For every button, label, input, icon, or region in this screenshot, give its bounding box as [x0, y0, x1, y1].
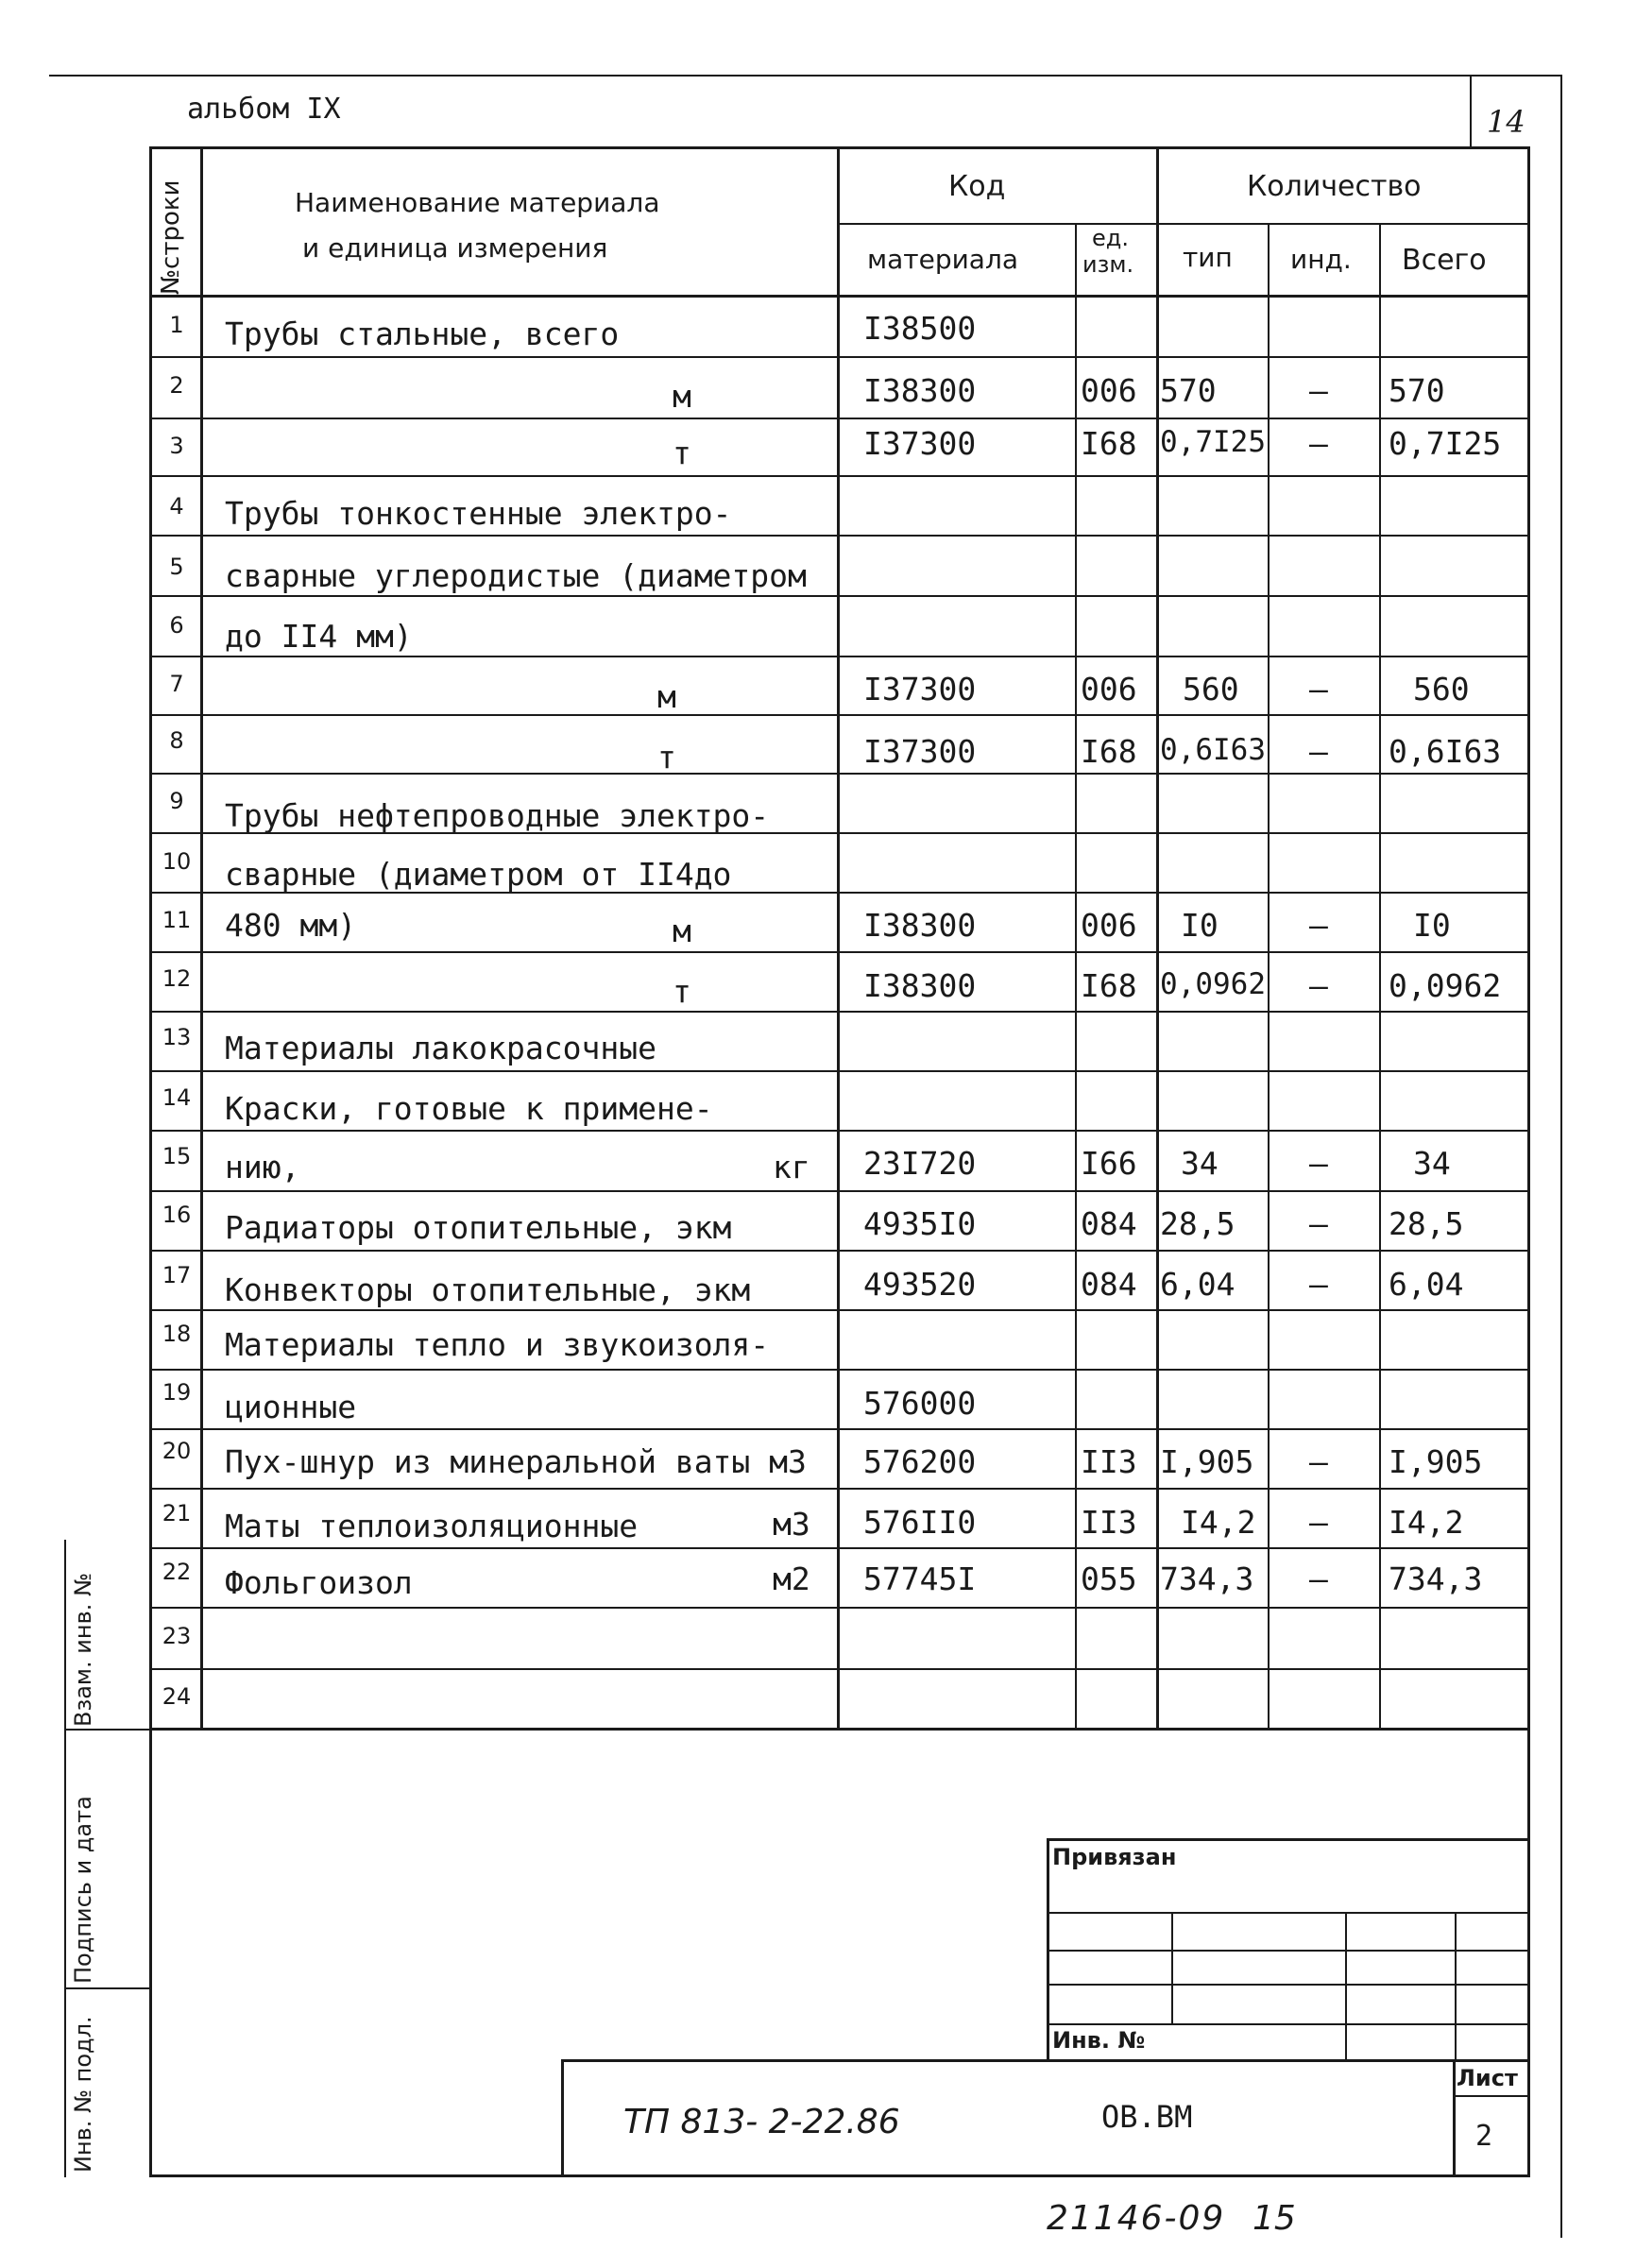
individual-quantity: –	[1309, 372, 1328, 409]
col-line-type	[1156, 146, 1159, 1731]
top-border-line	[49, 75, 1560, 77]
material-code: 4935I0	[863, 1205, 977, 1242]
total-quantity: 34	[1413, 1145, 1451, 1182]
material-name: нию,	[225, 1149, 300, 1185]
unit-label: м	[657, 678, 676, 715]
stamp-grid-line	[1047, 1950, 1530, 1952]
row-number: 9	[169, 788, 184, 814]
row-number: 7	[169, 671, 184, 697]
total-quantity: 0,6I63	[1389, 733, 1502, 770]
row-number: 16	[162, 1202, 192, 1228]
original-inventory-label: Инв. № подл.	[70, 2016, 96, 2173]
unit-code: 006	[1081, 907, 1137, 944]
row-line	[149, 1488, 1530, 1490]
unit-label: м	[673, 378, 691, 415]
stamp-grid-line	[1047, 1912, 1530, 1914]
col-line-code	[837, 146, 840, 1731]
total-quantity: I,905	[1389, 1443, 1483, 1480]
unit-label: м2	[773, 1560, 810, 1597]
replaced-inventory-label: Взам. инв. №	[70, 1573, 96, 1727]
row-line	[149, 951, 1530, 953]
type-quantity: I,905	[1160, 1443, 1254, 1480]
row-line	[149, 1369, 1530, 1371]
type-quantity: 28,5	[1160, 1205, 1236, 1242]
material-name: Радиаторы отопительные, экм	[225, 1209, 732, 1246]
row-line	[149, 1070, 1530, 1072]
type-header: тип	[1183, 242, 1233, 273]
material-name: Маты теплоизоляционные	[225, 1508, 639, 1544]
type-quantity: 0,0962	[1160, 967, 1266, 1001]
material-name: Фольгоизол	[225, 1564, 413, 1601]
unit-code: I66	[1081, 1145, 1137, 1182]
title-block-top-line	[561, 2059, 1530, 2062]
unit-label: кг	[773, 1149, 810, 1185]
type-quantity: 0,6I63	[1160, 733, 1266, 767]
material-code: 57745I	[863, 1560, 977, 1597]
material-name: Трубы нефтепроводные электро-	[225, 797, 770, 834]
album-label: альбом IX	[187, 93, 341, 126]
type-quantity: 734,3	[1160, 1560, 1254, 1597]
row-number: 8	[169, 727, 184, 754]
unit-code: I68	[1081, 425, 1137, 462]
row-number: 19	[162, 1379, 192, 1406]
total-quantity: I0	[1413, 907, 1451, 944]
unit-code: 006	[1081, 372, 1137, 409]
total-quantity: 734,3	[1389, 1560, 1483, 1597]
material-name: Трубы стальные, всего	[225, 315, 620, 352]
row-number: 2	[169, 372, 184, 399]
row-number: 17	[162, 1262, 192, 1288]
sheet-number: 2	[1475, 2120, 1493, 2153]
unit-code: II3	[1081, 1504, 1137, 1541]
material-code: 576II0	[863, 1504, 977, 1541]
total-quantity: 0,0962	[1389, 967, 1502, 1004]
individual-quantity: –	[1309, 1504, 1328, 1541]
individual-quantity: –	[1309, 1266, 1328, 1303]
row-line	[149, 1607, 1530, 1609]
sheet-label: Лист	[1457, 2065, 1518, 2091]
row-line	[149, 656, 1530, 657]
individual-quantity: –	[1309, 425, 1328, 462]
total-quantity: 28,5	[1389, 1205, 1464, 1242]
stamp-grid-col	[1345, 1912, 1347, 2061]
row-number: 13	[162, 1024, 192, 1050]
material-name: Трубы тонкостенные электро-	[225, 495, 732, 532]
row-number-header: №строки	[157, 179, 185, 295]
side-field-left-line	[64, 1540, 66, 2177]
row-line	[149, 1428, 1530, 1430]
unit-label: м	[673, 912, 691, 949]
individual-quantity: –	[1309, 967, 1328, 1004]
row-number: 6	[169, 612, 184, 639]
row-number: 15	[162, 1143, 192, 1169]
type-quantity: 570	[1160, 372, 1217, 409]
row-line	[149, 1130, 1530, 1132]
individual-header: инд.	[1290, 244, 1352, 275]
col-line-total	[1379, 223, 1381, 1731]
unit-header-line1: ед.	[1092, 225, 1129, 251]
row-line	[149, 595, 1530, 597]
col-line-unit	[1075, 223, 1077, 1731]
inventory-number-label: Инв. №	[1052, 2027, 1146, 2054]
row-line	[149, 1011, 1530, 1013]
row-number: 4	[169, 493, 184, 520]
individual-quantity: –	[1309, 907, 1328, 944]
sheet-cell-divider	[1453, 2095, 1530, 2097]
header-bottom-line	[149, 295, 1530, 298]
row-line	[149, 1309, 1530, 1311]
material-code: I37300	[863, 671, 977, 708]
unit-label: т	[673, 435, 691, 471]
row-line	[149, 714, 1530, 716]
row-number: 20	[162, 1438, 192, 1464]
individual-quantity: –	[1309, 1205, 1328, 1242]
individual-quantity: –	[1309, 1560, 1328, 1597]
page-number-divider	[1470, 75, 1472, 146]
code-header: Код	[948, 170, 1006, 203]
table-right-line	[1527, 146, 1530, 2177]
right-border-line	[1560, 75, 1562, 2238]
row-line	[149, 535, 1530, 537]
type-quantity: 560	[1183, 671, 1239, 708]
material-code: I38300	[863, 967, 977, 1004]
name-header-line1: Наименование материала	[295, 187, 660, 218]
archive-number: 21146-09	[1047, 2199, 1226, 2238]
row-number: 22	[162, 1559, 192, 1585]
total-quantity: I4,2	[1389, 1504, 1464, 1541]
unit-code: 084	[1081, 1266, 1137, 1303]
total-quantity: 560	[1413, 671, 1470, 708]
unit-code: 084	[1081, 1205, 1137, 1242]
header-mid-line	[837, 223, 1530, 225]
page-number: 14	[1487, 104, 1525, 140]
material-name: Конвекторы отопительные, экм	[225, 1271, 751, 1308]
type-quantity: I0	[1181, 907, 1218, 944]
type-quantity: 6,04	[1160, 1266, 1236, 1303]
unit-code: I68	[1081, 733, 1137, 770]
col-line-num	[200, 146, 203, 1731]
col-line-ind	[1268, 223, 1270, 1731]
stamp-grid-line	[1047, 1984, 1530, 1986]
row-number: 21	[162, 1500, 192, 1526]
type-quantity: 34	[1181, 1145, 1218, 1182]
material-name: Пух-шнур из минеральной ваты м3	[225, 1443, 807, 1480]
side-field-divider	[64, 1987, 151, 1989]
linked-label: Привязан	[1052, 1844, 1177, 1870]
total-header: Всего	[1402, 244, 1487, 277]
unit-code: I68	[1081, 967, 1137, 1004]
unit-code: II3	[1081, 1443, 1137, 1480]
row-number: 24	[162, 1683, 192, 1710]
material-name: сварные (диаметром от II4до	[225, 856, 732, 893]
signature-date-label: Подпись и дата	[70, 1796, 96, 1984]
sheet-cell-left-line	[1453, 2059, 1456, 2177]
individual-quantity: –	[1309, 671, 1328, 708]
material-code: 576000	[863, 1385, 977, 1422]
individual-quantity: –	[1309, 733, 1328, 770]
total-quantity: 570	[1389, 372, 1445, 409]
material-name: ционные	[225, 1389, 357, 1425]
row-number: 11	[162, 907, 192, 933]
quantity-header: Количество	[1247, 170, 1422, 203]
material-code: I37300	[863, 733, 977, 770]
material-code: I38300	[863, 907, 977, 944]
material-name: Краски, готовые к примене-	[225, 1090, 713, 1127]
table-bottom-line	[149, 2174, 1530, 2177]
stamp-grid-line	[1047, 2023, 1530, 2025]
individual-quantity: –	[1309, 1443, 1328, 1480]
material-name: Материалы тепло и звукоизоля-	[225, 1326, 770, 1363]
row-line	[149, 1547, 1530, 1549]
unit-label: т	[657, 739, 676, 776]
row-number: 18	[162, 1321, 192, 1347]
row-line	[149, 475, 1530, 477]
row-number: 12	[162, 965, 192, 992]
name-header-line2: и единица измерения	[302, 232, 608, 264]
row-line	[149, 1250, 1530, 1252]
type-quantity: 0,7I25	[1160, 425, 1266, 459]
total-quantity: 6,04	[1389, 1266, 1464, 1303]
unit-code: 006	[1081, 671, 1137, 708]
unit-label: м3	[773, 1506, 810, 1543]
material-code: 493520	[863, 1266, 977, 1303]
unit-label: т	[673, 973, 691, 1010]
document-mark: ОВ.ВМ	[1101, 2099, 1193, 2135]
unit-code: 055	[1081, 1560, 1137, 1597]
material-code: I37300	[863, 425, 977, 462]
row-line	[149, 1190, 1530, 1192]
row-number: 10	[162, 848, 192, 875]
material-name: 480 мм)	[225, 907, 357, 944]
individual-quantity: –	[1309, 1145, 1328, 1182]
row-number: 1	[169, 312, 184, 338]
material-header: материала	[867, 244, 1019, 275]
material-code: I38300	[863, 372, 977, 409]
material-name: до II4 мм)	[225, 618, 413, 655]
row-line	[149, 773, 1530, 775]
row-number: 5	[169, 554, 184, 580]
row-number: 3	[169, 433, 184, 459]
row-number: 23	[162, 1623, 192, 1649]
table-top-line	[149, 146, 1530, 149]
table-left-line	[149, 146, 152, 2177]
row-line	[149, 1668, 1530, 1670]
unit-header-line2: изм.	[1082, 251, 1134, 278]
side-field-divider	[64, 1729, 151, 1731]
material-code: I38500	[863, 310, 977, 347]
stamp-top-line	[1047, 1838, 1530, 1841]
type-quantity: I4,2	[1181, 1504, 1256, 1541]
material-code: 576200	[863, 1443, 977, 1480]
title-block-left-line	[561, 2059, 564, 2177]
material-name: сварные углеродистые (диаметром	[225, 557, 807, 594]
row-line	[149, 418, 1530, 419]
table-body-bottom-line	[149, 1728, 1530, 1731]
total-quantity: 0,7I25	[1389, 425, 1502, 462]
stamp-grid-col	[1171, 1912, 1173, 2023]
row-number: 14	[162, 1084, 192, 1111]
material-name: Материалы лакокрасочные	[225, 1030, 656, 1066]
stamp-grid-col	[1455, 1912, 1457, 2061]
document-code: ТП 813- 2-22.86	[623, 2103, 900, 2141]
row-line	[149, 356, 1530, 358]
archive-page: 15	[1253, 2199, 1296, 2238]
material-code: 23I720	[863, 1145, 977, 1182]
